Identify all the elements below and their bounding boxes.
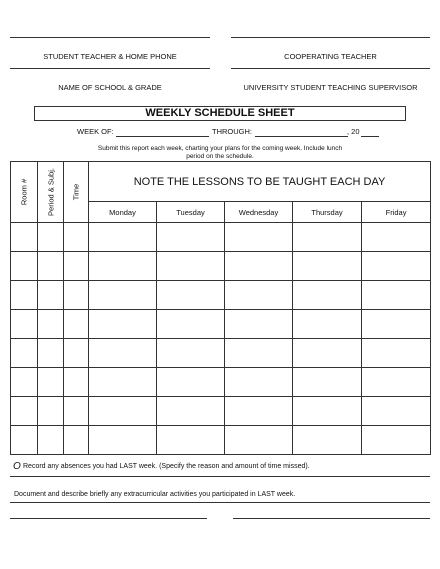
table-row xyxy=(11,368,431,397)
time-cell[interactable] xyxy=(64,310,89,339)
year-prefix: , 20 xyxy=(347,127,360,136)
friday-cell[interactable] xyxy=(362,426,431,455)
time-header-label: Time xyxy=(71,183,81,201)
period-cell[interactable] xyxy=(38,426,64,455)
cooperating-teacher-label: COOPERATING TEACHER xyxy=(284,52,377,61)
monday-cell[interactable] xyxy=(89,339,157,368)
room-header xyxy=(11,162,38,223)
day-friday: Friday xyxy=(362,202,431,223)
supervisor-line[interactable] xyxy=(231,68,430,69)
signature-line-left[interactable] xyxy=(10,518,207,519)
supervisor-label: UNIVERSITY STUDENT TEACHING SUPERVISOR xyxy=(243,83,418,92)
week-of-label: WEEK OF: xyxy=(77,127,114,136)
wednesday-cell[interactable] xyxy=(225,223,293,252)
time-cell[interactable] xyxy=(64,281,89,310)
period-header-label: Period & Subj. xyxy=(46,168,55,216)
day-thursday: Thursday xyxy=(293,202,362,223)
friday-cell[interactable] xyxy=(362,368,431,397)
day-wednesday: Wednesday xyxy=(225,202,293,223)
absence-text: Record any absences you had LAST week. (Specify the reason and amount of time missed). xyxy=(23,463,310,470)
time-cell[interactable] xyxy=(64,368,89,397)
monday-cell[interactable] xyxy=(89,397,157,426)
tuesday-cell[interactable] xyxy=(157,223,225,252)
activities-answer-line[interactable] xyxy=(10,502,430,503)
period-cell[interactable] xyxy=(38,339,64,368)
signature-line-right[interactable] xyxy=(233,518,430,519)
wednesday-cell[interactable] xyxy=(225,310,293,339)
wednesday-cell[interactable] xyxy=(225,281,293,310)
wednesday-cell[interactable] xyxy=(225,368,293,397)
student-phone-line[interactable] xyxy=(10,37,210,38)
period-cell[interactable] xyxy=(38,368,64,397)
table-row xyxy=(11,426,431,455)
period-cell[interactable] xyxy=(38,223,64,252)
tuesday-cell[interactable] xyxy=(157,281,225,310)
year-field[interactable] xyxy=(361,136,379,137)
monday-cell[interactable] xyxy=(89,310,157,339)
page-title: WEEKLY SCHEDULE SHEET xyxy=(145,107,295,119)
room-cell[interactable] xyxy=(11,368,38,397)
room-header-label: Room # xyxy=(19,178,29,206)
room-cell[interactable] xyxy=(11,426,38,455)
school-grade-label: NAME OF SCHOOL & GRADE xyxy=(58,83,162,92)
absence-marker: O xyxy=(13,461,21,472)
thursday-cell[interactable] xyxy=(293,339,362,368)
period-cell[interactable] xyxy=(38,252,64,281)
time-cell[interactable] xyxy=(64,223,89,252)
room-cell[interactable] xyxy=(11,397,38,426)
tuesday-cell[interactable] xyxy=(157,426,225,455)
monday-cell[interactable] xyxy=(89,281,157,310)
wednesday-cell[interactable] xyxy=(225,397,293,426)
thursday-cell[interactable] xyxy=(293,426,362,455)
thursday-cell[interactable] xyxy=(293,281,362,310)
monday-cell[interactable] xyxy=(89,223,157,252)
time-header xyxy=(64,162,89,223)
monday-cell[interactable] xyxy=(89,426,157,455)
friday-cell[interactable] xyxy=(362,252,431,281)
friday-cell[interactable] xyxy=(362,310,431,339)
instructions-line-1: Submit this report each week, charting your plans for the coming week. Include lunch xyxy=(97,145,343,152)
lessons-note: NOTE THE LESSONS TO BE TAUGHT EACH DAY xyxy=(89,162,431,202)
table-row xyxy=(11,310,431,339)
room-cell[interactable] xyxy=(11,281,38,310)
through-label: THROUGH: xyxy=(212,127,252,136)
room-cell[interactable] xyxy=(11,252,38,281)
through-field[interactable] xyxy=(255,136,348,137)
day-monday: Monday xyxy=(89,202,157,223)
wednesday-cell[interactable] xyxy=(225,252,293,281)
table-row xyxy=(11,397,431,426)
time-cell[interactable] xyxy=(64,397,89,426)
monday-cell[interactable] xyxy=(89,252,157,281)
week-of-field[interactable] xyxy=(116,136,209,137)
thursday-cell[interactable] xyxy=(293,310,362,339)
room-cell[interactable] xyxy=(11,339,38,368)
tuesday-cell[interactable] xyxy=(157,368,225,397)
activities-text: Document and describe briefly any extracurricular activities you participated in LAST week. xyxy=(14,491,296,498)
table-row xyxy=(11,223,431,252)
friday-cell[interactable] xyxy=(362,339,431,368)
monday-cell[interactable] xyxy=(89,368,157,397)
period-cell[interactable] xyxy=(38,397,64,426)
thursday-cell[interactable] xyxy=(293,397,362,426)
thursday-cell[interactable] xyxy=(293,368,362,397)
thursday-cell[interactable] xyxy=(293,252,362,281)
period-cell[interactable] xyxy=(38,310,64,339)
instructions-line-2: period on the schedule. xyxy=(186,153,254,160)
table-row xyxy=(11,281,431,310)
period-header xyxy=(38,162,64,223)
wednesday-cell[interactable] xyxy=(225,426,293,455)
title-box xyxy=(34,106,406,121)
period-cell[interactable] xyxy=(38,281,64,310)
school-grade-line[interactable] xyxy=(10,68,210,69)
thursday-cell[interactable] xyxy=(293,223,362,252)
room-cell[interactable] xyxy=(11,223,38,252)
tuesday-cell[interactable] xyxy=(157,339,225,368)
time-cell[interactable] xyxy=(64,339,89,368)
tuesday-cell[interactable] xyxy=(157,397,225,426)
friday-cell[interactable] xyxy=(362,223,431,252)
table-row xyxy=(11,339,431,368)
tuesday-cell[interactable] xyxy=(157,310,225,339)
day-tuesday: Tuesday xyxy=(157,202,225,223)
schedule-table xyxy=(10,161,431,455)
room-cell[interactable] xyxy=(11,310,38,339)
time-cell[interactable] xyxy=(64,426,89,455)
friday-cell[interactable] xyxy=(362,281,431,310)
table-row xyxy=(11,252,431,281)
student-phone-label: STUDENT TEACHER & HOME PHONE xyxy=(43,52,177,61)
cooperating-teacher-line[interactable] xyxy=(231,37,430,38)
time-cell[interactable] xyxy=(64,252,89,281)
tuesday-cell[interactable] xyxy=(157,252,225,281)
friday-cell[interactable] xyxy=(362,397,431,426)
wednesday-cell[interactable] xyxy=(225,339,293,368)
absence-answer-line[interactable] xyxy=(10,476,430,477)
